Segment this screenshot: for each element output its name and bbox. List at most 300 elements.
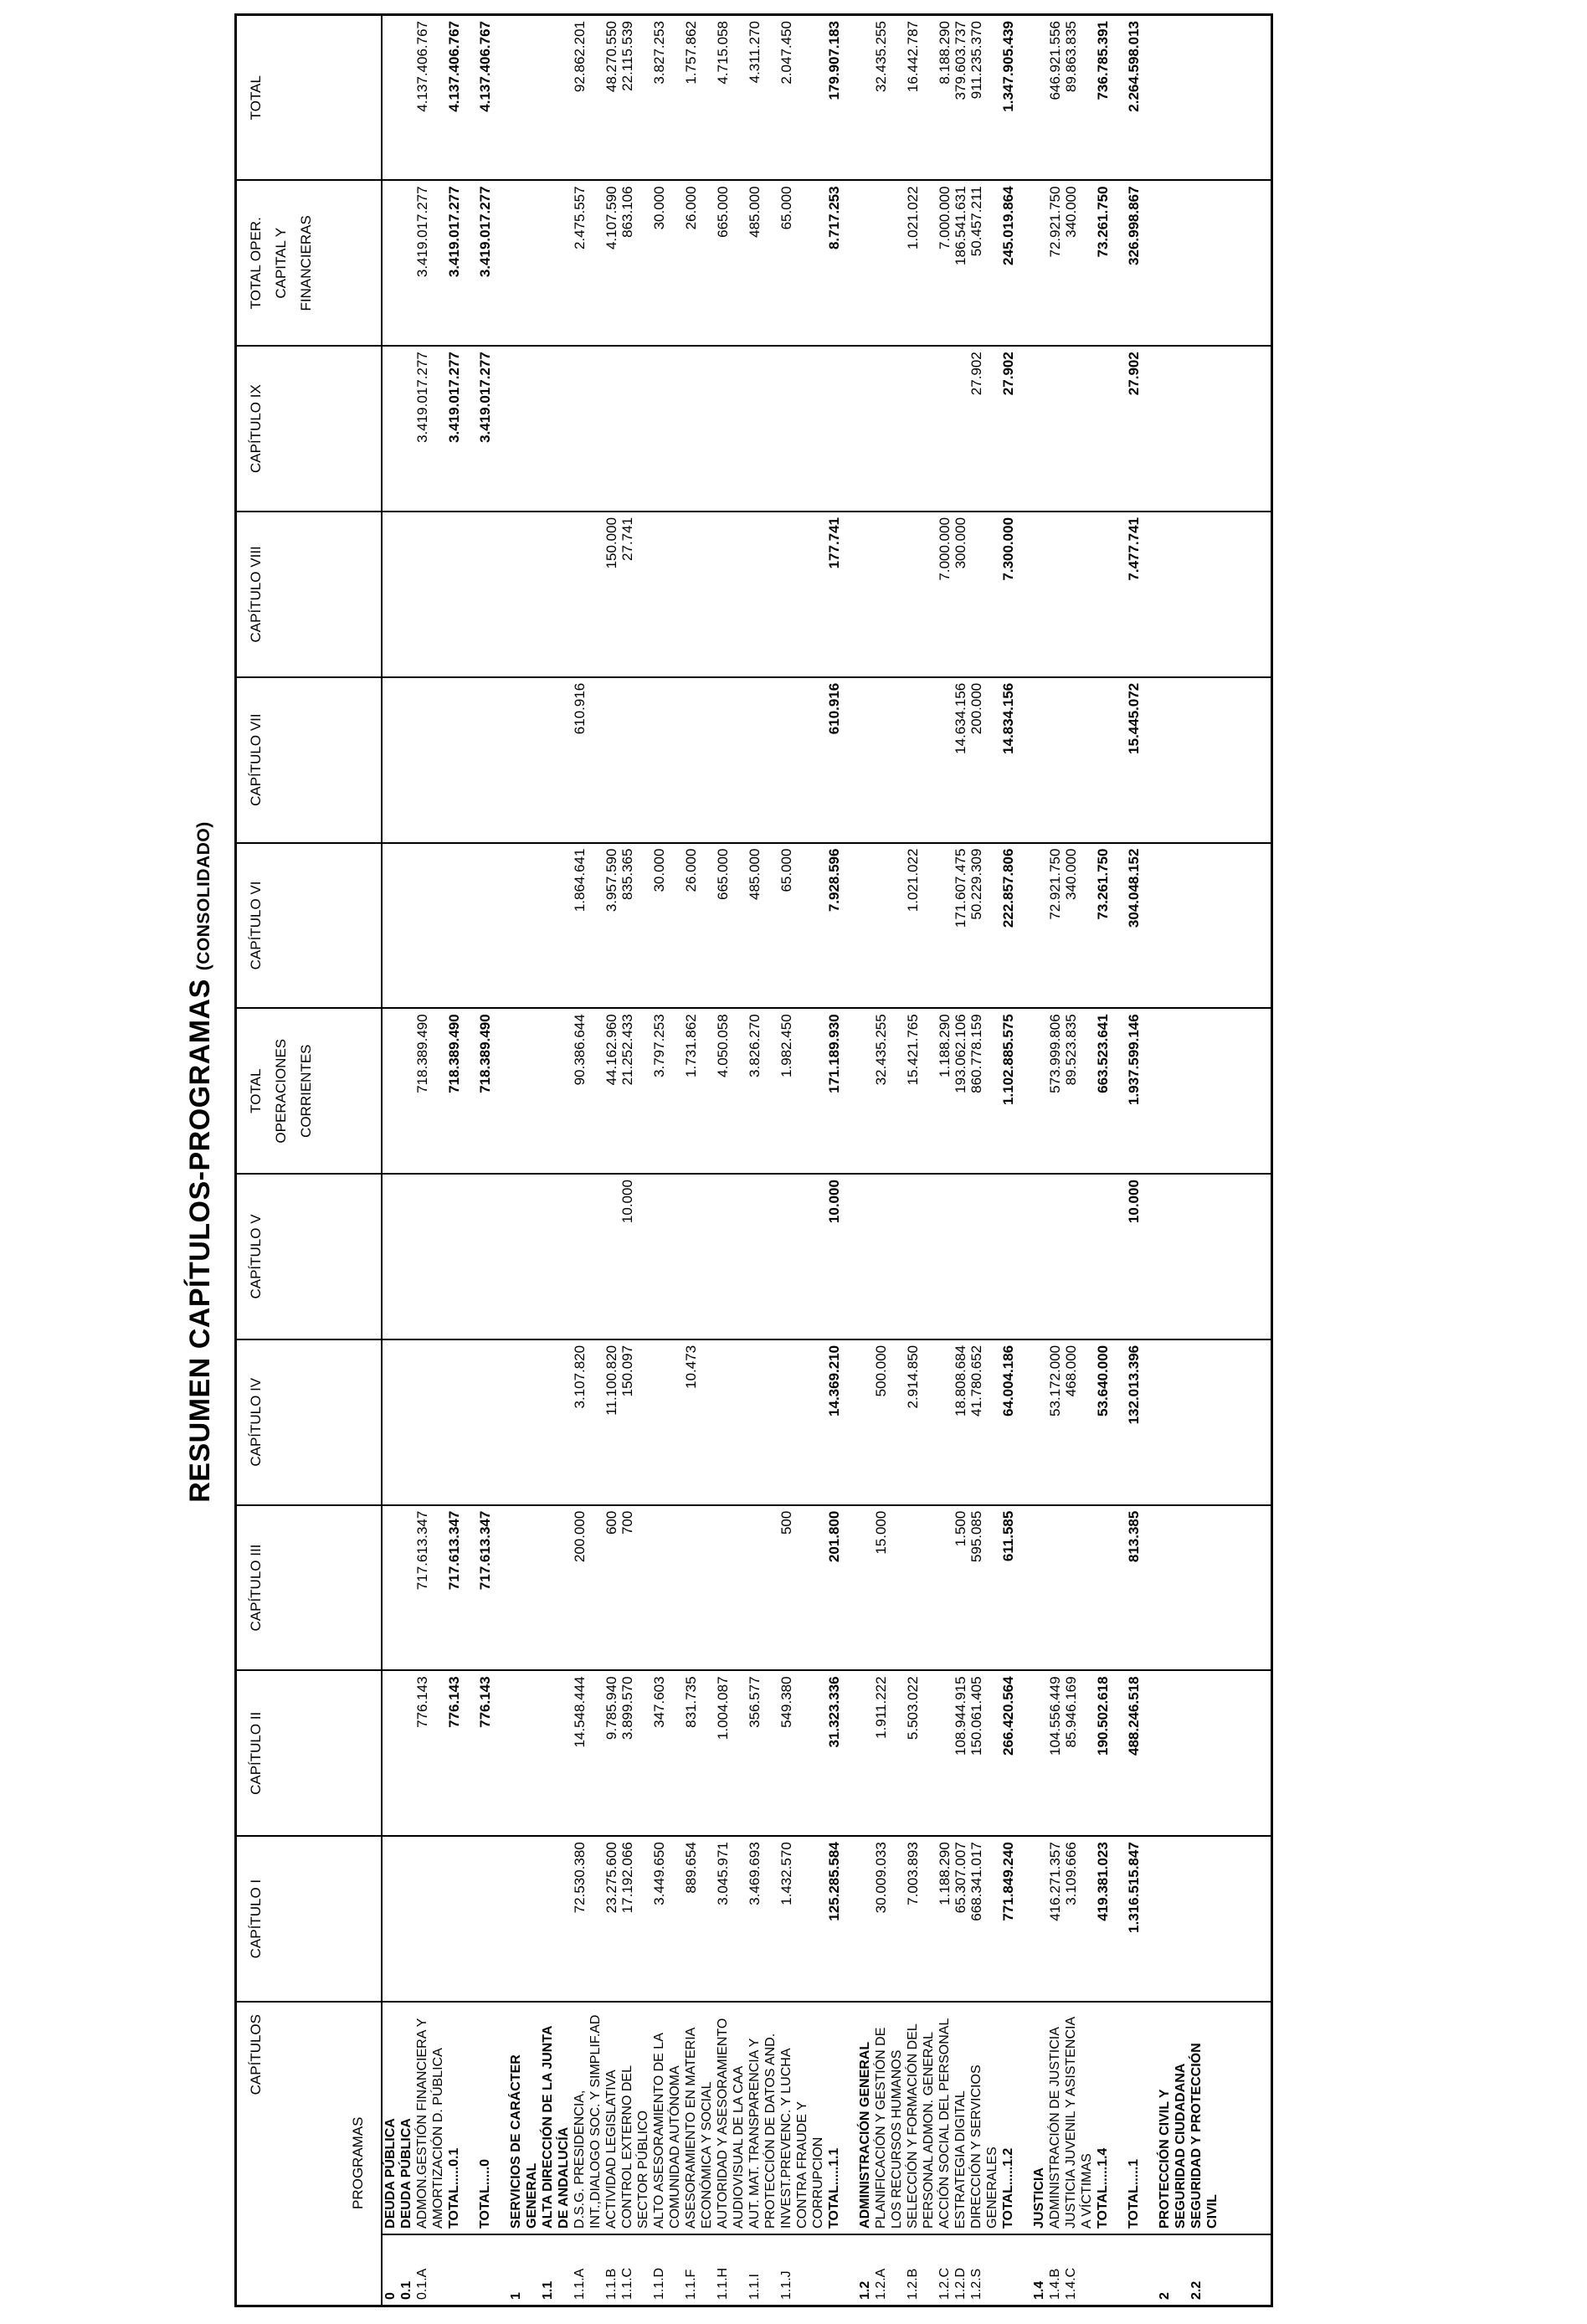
amount-cell xyxy=(1189,512,1220,677)
amount-cell: 776.143 xyxy=(477,1670,493,1836)
amount-cell xyxy=(382,15,398,181)
amount-cell: 4.137.406.767 xyxy=(414,15,446,181)
program-code: 2 xyxy=(1158,2292,1172,2300)
amount-cell xyxy=(857,1339,873,1505)
amount-cell: 911.235.370 xyxy=(968,15,1000,181)
amount-cell: 419.381.023 xyxy=(1095,1836,1111,2002)
amount-cell xyxy=(462,1008,477,1174)
amount-cell xyxy=(1031,1174,1047,1339)
table-row xyxy=(873,15,905,2306)
amount-cell: 27.741 xyxy=(619,512,651,677)
amount-cell xyxy=(493,1339,508,1505)
table-row xyxy=(1047,15,1063,2306)
program-code: 0 xyxy=(383,2292,398,2300)
amount-cell xyxy=(493,346,508,512)
program-code: 1.2.S xyxy=(969,2268,984,2300)
amount-cell: 7.000.000 xyxy=(937,180,953,346)
amount-cell xyxy=(1111,843,1126,1009)
amount-cell xyxy=(651,1339,683,1505)
amount-cell: 304.048.152 xyxy=(1126,843,1142,1009)
program-code: 2.2 xyxy=(1189,2280,1204,2300)
spacer-row xyxy=(1142,15,1157,2306)
amount-cell xyxy=(493,677,508,843)
amount-cell xyxy=(1031,1339,1047,1505)
amount-cell xyxy=(1157,1339,1189,1505)
amount-cell xyxy=(778,677,826,843)
amount-cell xyxy=(508,1836,540,2002)
amount-cell: 3.449.650 xyxy=(651,1836,683,2002)
amount-cell xyxy=(857,843,873,1009)
amount-cell xyxy=(540,1836,572,2002)
section-row xyxy=(508,15,540,2306)
amount-cell: 266.420.564 xyxy=(1000,1670,1016,1836)
amount-cell: 3.899.570 xyxy=(619,1670,651,1836)
amount-cell: 813.385 xyxy=(1126,1505,1142,1671)
amount-cell xyxy=(842,1008,857,1174)
amount-cell xyxy=(1142,512,1157,677)
table-row xyxy=(905,15,937,2306)
program-code xyxy=(842,2234,857,2306)
program-name: JUSTICIA xyxy=(1031,2002,1047,2234)
amount-cell xyxy=(842,512,857,677)
amount-cell xyxy=(747,1174,778,1339)
header-col: CAPÍTULO VII xyxy=(236,677,383,843)
amount-cell: 65.000 xyxy=(778,180,826,346)
section-row xyxy=(1031,15,1047,2306)
amount-cell xyxy=(1031,180,1047,346)
amount-cell: 1.316.515.847 xyxy=(1126,1836,1142,2002)
amount-cell xyxy=(382,512,398,677)
amount-cell xyxy=(462,1505,477,1671)
program-code: 1.1.H xyxy=(716,2267,730,2300)
amount-cell: 14.548.444 xyxy=(572,1670,603,1836)
amount-cell: 201.800 xyxy=(826,1505,842,1671)
amount-cell: 1.021.022 xyxy=(905,843,937,1009)
amount-cell xyxy=(905,512,937,677)
amount-cell xyxy=(1142,180,1157,346)
amount-cell xyxy=(493,1174,508,1339)
amount-cell xyxy=(842,677,857,843)
amount-cell: 4.311.270 xyxy=(747,15,778,181)
amount-cell xyxy=(953,346,968,512)
amount-cell xyxy=(747,512,778,677)
amount-cell xyxy=(747,677,778,843)
program-code xyxy=(1111,2234,1126,2306)
amount-cell xyxy=(842,1670,857,1836)
amount-cell xyxy=(715,346,747,512)
amount-cell: 665.000 xyxy=(715,843,747,1009)
amount-cell xyxy=(1047,1174,1063,1339)
amount-cell xyxy=(508,1008,540,1174)
amount-cell xyxy=(651,677,683,843)
amount-cell: 300.000 xyxy=(953,512,968,677)
amount-cell xyxy=(968,1174,1000,1339)
amount-cell: 3.957.590 xyxy=(603,843,619,1009)
amount-cell xyxy=(747,1339,778,1505)
section-row xyxy=(540,15,572,2306)
header-col: CAPÍTULO IV xyxy=(236,1339,383,1505)
filler-cell xyxy=(1220,1670,1272,1836)
amount-cell xyxy=(540,1505,572,1671)
amount-cell: 193.062.106 xyxy=(953,1008,968,1174)
amount-cell: 125.285.584 xyxy=(826,1836,842,2002)
amount-cell: 53.640.000 xyxy=(1095,1339,1111,1505)
amount-cell xyxy=(398,677,414,843)
amount-cell xyxy=(1189,346,1220,512)
amount-cell xyxy=(540,1670,572,1836)
amount-cell: 1.982.450 xyxy=(778,1008,826,1174)
budget-table xyxy=(234,13,1273,2307)
amount-cell xyxy=(446,677,462,843)
amount-cell: 356.577 xyxy=(747,1670,778,1836)
amount-cell xyxy=(540,1339,572,1505)
amount-cell xyxy=(683,512,715,677)
amount-cell: 23.275.600 xyxy=(603,1836,619,2002)
amount-cell xyxy=(1111,15,1126,181)
amount-cell xyxy=(382,1008,398,1174)
amount-cell: 2.264.598.013 xyxy=(1126,15,1142,181)
amount-cell: 108.944.915 xyxy=(953,1670,968,1836)
program-name: ALTO ASESORAMIENTO DE LA COMUNIDAD AUTÓNOMA xyxy=(651,2002,683,2234)
amount-cell xyxy=(1031,843,1047,1009)
program-name: AUT. MAT. TRANSPARENCIA Y PROTECCIÓN DE DATOS AND. xyxy=(747,2002,778,2234)
amount-cell xyxy=(1157,180,1189,346)
amount-cell xyxy=(1189,843,1220,1009)
amount-cell: 4.137.406.767 xyxy=(477,15,493,181)
amount-cell: 3.826.270 xyxy=(747,1008,778,1174)
amount-cell xyxy=(1157,15,1189,181)
amount-cell: 700 xyxy=(619,1505,651,1671)
amount-cell xyxy=(414,512,446,677)
page-title xyxy=(184,0,217,2324)
program-name: ACTIVIDAD LEGISLATIVA xyxy=(603,2002,619,2234)
amount-cell: 1.864.641 xyxy=(572,843,603,1009)
amount-cell xyxy=(508,1174,540,1339)
amount-cell xyxy=(1189,15,1220,181)
program-name xyxy=(842,2002,857,2234)
program-code: 1.1.J xyxy=(779,2270,794,2300)
filler-cell xyxy=(1220,2234,1272,2306)
amount-cell xyxy=(398,1008,414,1174)
amount-cell: 22.115.539 xyxy=(619,15,651,181)
amount-cell xyxy=(842,346,857,512)
amount-cell: 85.946.169 xyxy=(1063,1670,1095,1836)
amount-cell: 171.189.930 xyxy=(826,1008,842,1174)
program-code: 0.1 xyxy=(399,2280,413,2300)
amount-cell: 73.261.750 xyxy=(1095,843,1111,1009)
amount-cell xyxy=(1095,1174,1111,1339)
amount-cell xyxy=(1189,1339,1220,1505)
amount-cell xyxy=(651,512,683,677)
amount-cell xyxy=(398,843,414,1009)
amount-cell xyxy=(493,1836,508,2002)
header-row xyxy=(236,15,383,2306)
amount-cell xyxy=(1111,677,1126,843)
amount-cell xyxy=(1047,677,1063,843)
program-name: ADMINISTRACIÓN GENERAL xyxy=(857,2002,873,2234)
amount-cell xyxy=(493,15,508,181)
amount-cell xyxy=(382,1174,398,1339)
amount-cell xyxy=(905,346,937,512)
amount-cell xyxy=(398,1836,414,2002)
program-code xyxy=(477,2234,493,2306)
amount-cell xyxy=(1063,512,1095,677)
amount-cell: 32.435.255 xyxy=(873,15,905,181)
amount-cell xyxy=(398,15,414,181)
amount-cell: 416.271.357 xyxy=(1047,1836,1063,2002)
amount-cell xyxy=(1157,843,1189,1009)
amount-cell xyxy=(1016,1505,1031,1671)
amount-cell xyxy=(778,512,826,677)
program-code: 1.2.C xyxy=(937,2267,952,2300)
amount-cell: 500 xyxy=(778,1505,826,1671)
amount-cell: 1.021.022 xyxy=(905,180,937,346)
amount-cell xyxy=(1031,1670,1047,1836)
amount-cell: 8.717.253 xyxy=(826,180,842,346)
amount-cell: 64.004.186 xyxy=(1000,1339,1016,1505)
amount-cell xyxy=(1095,1505,1111,1671)
amount-cell: 889.654 xyxy=(683,1836,715,2002)
program-name: DIRECCIÓN Y SERVICIOS GENERALES xyxy=(968,2002,1000,2234)
amount-cell xyxy=(937,1174,953,1339)
amount-cell xyxy=(1016,1339,1031,1505)
table-row xyxy=(414,15,446,2306)
table-row xyxy=(619,15,651,2306)
amount-cell xyxy=(619,346,651,512)
amount-cell: 222.857.806 xyxy=(1000,843,1016,1009)
amount-cell: 326.998.867 xyxy=(1126,180,1142,346)
section-row xyxy=(857,15,873,2306)
header-col: CAPÍTULO I xyxy=(236,1836,383,2002)
total-row xyxy=(826,15,842,2306)
amount-cell xyxy=(1031,1008,1047,1174)
amount-cell: 600 xyxy=(603,1505,619,1671)
amount-cell: 347.603 xyxy=(651,1670,683,1836)
header-capitulos: CAPÍTULOS xyxy=(248,2014,264,2095)
program-name: PLANIFICACIÓN Y GESTIÓN DE LOS RECURSOS HUMANOS xyxy=(873,2002,905,2234)
amount-cell xyxy=(1157,1174,1189,1339)
amount-cell xyxy=(493,1008,508,1174)
amount-cell xyxy=(1189,1670,1220,1836)
amount-cell xyxy=(842,1836,857,2002)
program-name: DEUDA PÚBLICA xyxy=(398,2002,414,2234)
amount-cell xyxy=(540,1008,572,1174)
amount-cell xyxy=(477,512,493,677)
amount-cell xyxy=(1016,346,1031,512)
amount-cell: 488.246.518 xyxy=(1126,1670,1142,1836)
amount-cell: 3.797.253 xyxy=(651,1008,683,1174)
amount-cell xyxy=(508,1670,540,1836)
amount-cell xyxy=(1095,677,1111,843)
program-code: 1.1 xyxy=(541,2280,555,2300)
amount-cell xyxy=(382,1670,398,1836)
amount-cell: 32.435.255 xyxy=(873,1008,905,1174)
amount-cell xyxy=(1111,1339,1126,1505)
amount-cell: 2.475.557 xyxy=(572,180,603,346)
amount-cell xyxy=(462,1670,477,1836)
amount-cell xyxy=(1111,1505,1126,1671)
header-col: CAPÍTULO VIII xyxy=(236,512,383,677)
spacer-row xyxy=(1016,15,1031,2306)
spacer-row xyxy=(1111,15,1126,2306)
amount-cell xyxy=(398,346,414,512)
amount-cell: 65.307.007 xyxy=(953,1836,968,2002)
spacer-row xyxy=(842,15,857,2306)
amount-cell: 718.389.490 xyxy=(477,1008,493,1174)
amount-cell xyxy=(603,677,619,843)
amount-cell xyxy=(842,15,857,181)
program-name: ADMINISTRACIÓN DE JUSTICIA xyxy=(1047,2002,1063,2234)
table-row xyxy=(651,15,683,2306)
amount-cell xyxy=(905,1174,937,1339)
amount-cell xyxy=(1016,1174,1031,1339)
amount-cell: 7.928.596 xyxy=(826,843,842,1009)
program-name: JUSTICIA JUVENIL Y ASISTENCIA A VÍCTIMAS xyxy=(1063,2002,1095,2234)
amount-cell xyxy=(842,1505,857,1671)
amount-cell xyxy=(462,180,477,346)
filler-cell xyxy=(1220,843,1272,1009)
amount-cell: 468.000 xyxy=(1063,1339,1095,1505)
header-col: CAPÍTULO VI xyxy=(236,843,383,1009)
table-row xyxy=(603,15,619,2306)
amount-cell: 48.270.550 xyxy=(603,15,619,181)
amount-cell xyxy=(873,346,905,512)
amount-cell xyxy=(873,180,905,346)
amount-cell xyxy=(1157,512,1189,677)
amount-cell: 89.863.835 xyxy=(1063,15,1095,181)
program-name: TOTAL.....0 xyxy=(477,2002,493,2234)
program-name: TOTAL.....0.1 xyxy=(446,2002,462,2234)
program-code: 1.1.F xyxy=(684,2269,698,2300)
program-code xyxy=(1016,2234,1031,2306)
program-name: TOTAL.....1 xyxy=(1126,2002,1142,2234)
amount-cell xyxy=(778,1174,826,1339)
amount-cell: 190.502.618 xyxy=(1095,1670,1111,1836)
amount-cell xyxy=(1031,1505,1047,1671)
amount-cell xyxy=(414,843,446,1009)
amount-cell: 150.097 xyxy=(619,1339,651,1505)
amount-cell xyxy=(1095,512,1111,677)
amount-cell: 736.785.391 xyxy=(1095,15,1111,181)
amount-cell: 717.613.347 xyxy=(446,1505,462,1671)
amount-cell xyxy=(715,1174,747,1339)
amount-cell xyxy=(715,677,747,843)
amount-cell xyxy=(382,677,398,843)
amount-cell: 831.735 xyxy=(683,1670,715,1836)
amount-cell xyxy=(398,1505,414,1671)
amount-cell xyxy=(508,180,540,346)
amount-cell xyxy=(873,843,905,1009)
amount-cell xyxy=(747,1505,778,1671)
amount-cell: 4.715.058 xyxy=(715,15,747,181)
program-code: 1.2 xyxy=(858,2280,872,2300)
amount-cell xyxy=(1157,1008,1189,1174)
table-row xyxy=(778,15,826,2306)
program-code: 1.2.A xyxy=(874,2268,888,2300)
amount-cell xyxy=(477,677,493,843)
amount-cell: 340.000 xyxy=(1063,843,1095,1009)
amount-cell: 90.386.644 xyxy=(572,1008,603,1174)
amount-cell xyxy=(1142,843,1157,1009)
amount-cell: 3.419.017.277 xyxy=(446,346,462,512)
amount-cell: 150.000 xyxy=(603,512,619,677)
amount-cell xyxy=(1157,346,1189,512)
amount-cell xyxy=(1142,1008,1157,1174)
amount-cell xyxy=(873,1174,905,1339)
amount-cell xyxy=(778,1339,826,1505)
program-name: SEGURIDAD Y PROTECCIÓN CIVIL xyxy=(1189,2002,1220,2234)
header-col: TOTAL OPERACIONES CORRIENTES xyxy=(236,1008,383,1174)
amount-cell: 31.323.336 xyxy=(826,1670,842,1836)
header-col: CAPÍTULO III xyxy=(236,1505,383,1671)
amount-cell xyxy=(857,15,873,181)
amount-cell xyxy=(477,1174,493,1339)
amount-cell xyxy=(462,1339,477,1505)
amount-cell xyxy=(842,843,857,1009)
program-code xyxy=(1000,2234,1016,2306)
amount-cell xyxy=(1063,1505,1095,1671)
total-row xyxy=(446,15,462,2306)
amount-cell xyxy=(446,1836,462,2002)
amount-cell: 186.541.631 xyxy=(953,180,968,346)
program-name xyxy=(493,2002,508,2234)
filler-cell xyxy=(1220,512,1272,677)
amount-cell xyxy=(493,1505,508,1671)
amount-cell: 340.000 xyxy=(1063,180,1095,346)
amount-cell: 3.045.971 xyxy=(715,1836,747,2002)
amount-cell: 50.457.211 xyxy=(968,180,1000,346)
amount-cell xyxy=(1016,1008,1031,1174)
amount-cell: 718.389.490 xyxy=(414,1008,446,1174)
program-name: ALTA DIRECCIÓN DE LA JUNTA DE ANDALUCÍA xyxy=(540,2002,572,2234)
amount-cell xyxy=(1111,180,1126,346)
program-code xyxy=(1126,2234,1142,2306)
program-name xyxy=(1142,2002,1157,2234)
amount-cell xyxy=(1047,346,1063,512)
amount-cell: 717.613.347 xyxy=(414,1505,446,1671)
header-col: TOTAL OPER. CAPITAL Y FINANCIERAS xyxy=(236,180,383,346)
amount-cell: 3.419.017.277 xyxy=(414,346,446,512)
amount-cell xyxy=(953,1174,968,1339)
program-name: ASESORAMIENTO EN MATERIA ECONÓMICA Y SOCIAL xyxy=(683,2002,715,2234)
amount-cell xyxy=(493,1670,508,1836)
amount-cell xyxy=(446,1174,462,1339)
amount-cell xyxy=(1157,1836,1189,2002)
program-name: TOTAL.....1.4 xyxy=(1095,2002,1111,2234)
amount-cell: 3.419.017.277 xyxy=(477,180,493,346)
amount-cell xyxy=(857,1836,873,2002)
amount-cell: 41.780.652 xyxy=(968,1339,1000,1505)
program-name: SERVICIOS DE CARÁCTER GENERAL xyxy=(508,2002,540,2234)
program-name: PROTECCIÓN CIVIL Y SEGURIDAD CIUDADANA xyxy=(1157,2002,1189,2234)
amount-cell: 485.000 xyxy=(747,843,778,1009)
amount-cell xyxy=(382,843,398,1009)
amount-cell: 50.229.309 xyxy=(968,843,1000,1009)
amount-cell: 73.261.750 xyxy=(1095,180,1111,346)
filler-cell xyxy=(1220,677,1272,843)
amount-cell: 860.778.159 xyxy=(968,1008,1000,1174)
amount-cell: 776.143 xyxy=(446,1670,462,1836)
amount-cell: 26.000 xyxy=(683,180,715,346)
amount-cell xyxy=(1142,1505,1157,1671)
amount-cell: 1.102.885.575 xyxy=(1000,1008,1016,1174)
amount-cell xyxy=(1031,15,1047,181)
amount-cell: 718.389.490 xyxy=(446,1008,462,1174)
amount-cell: 14.634.156 xyxy=(953,677,968,843)
filler-cell xyxy=(1220,180,1272,346)
amount-cell xyxy=(462,15,477,181)
amount-cell: 3.109.666 xyxy=(1063,1836,1095,2002)
